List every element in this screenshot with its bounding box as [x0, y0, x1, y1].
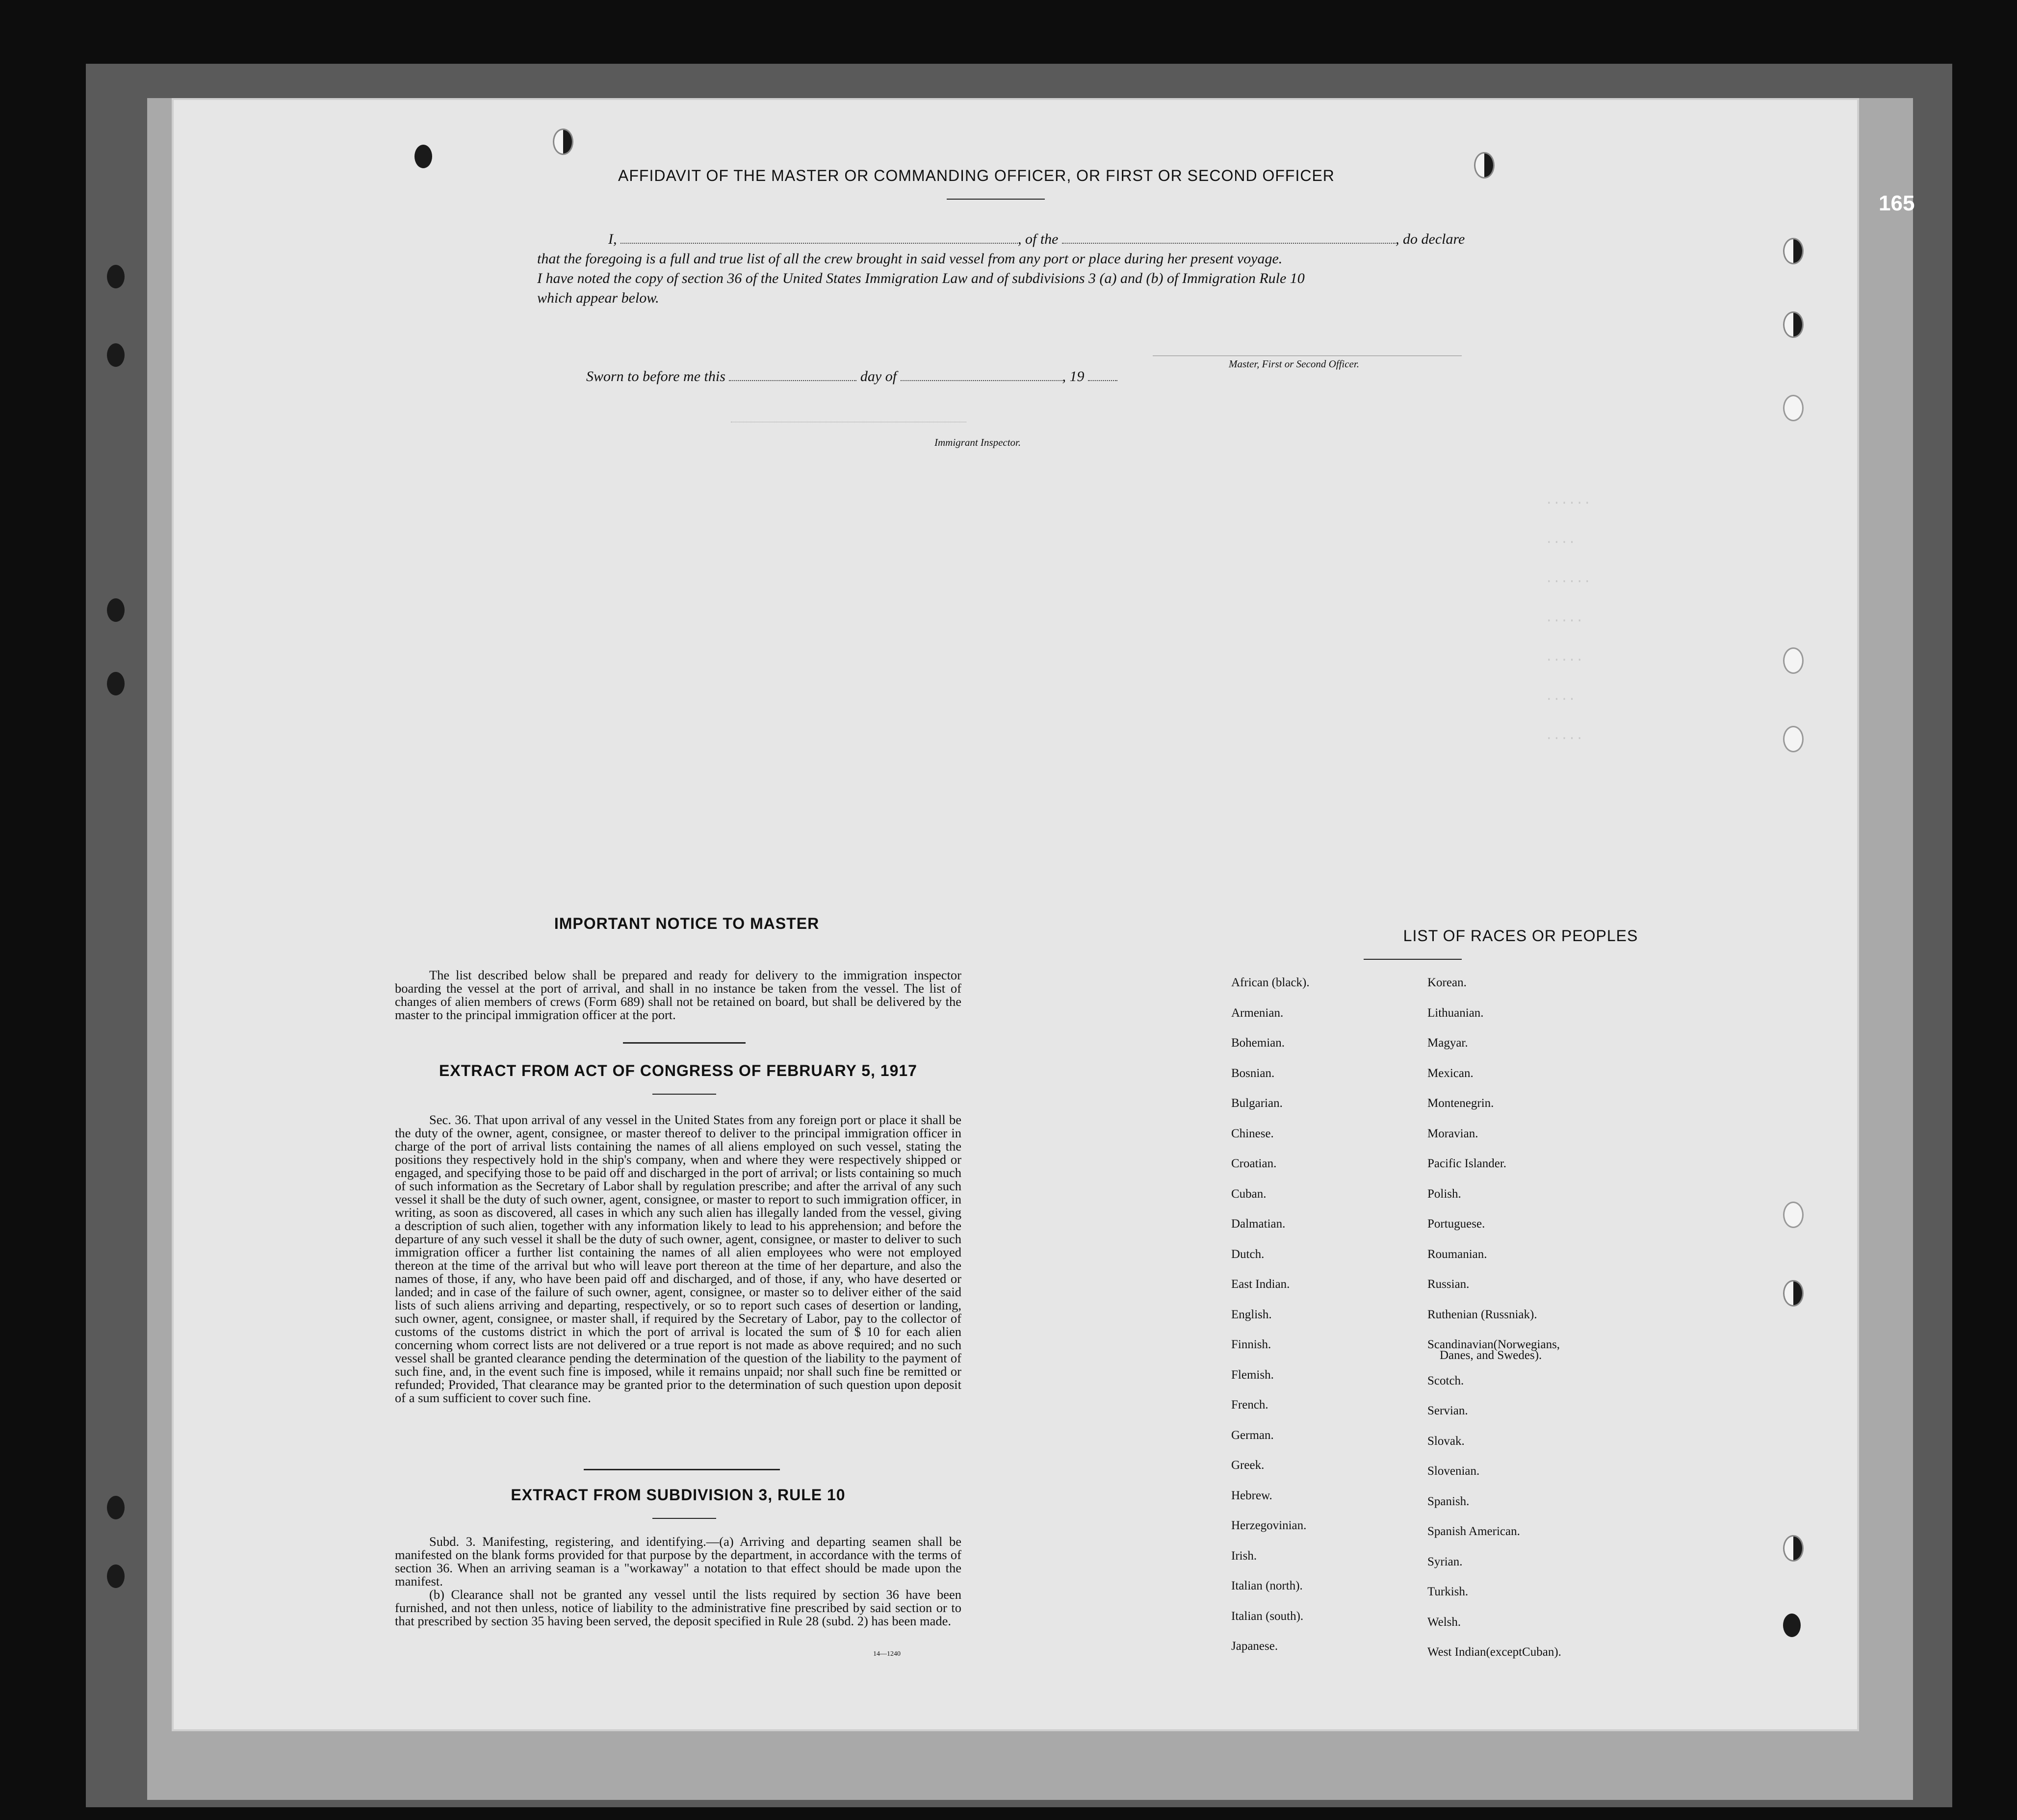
punch-hole-icon — [1783, 395, 1804, 421]
rule-subd-a: Subd. 3. Manifesting, registering, and identifying.—(a) Arriving and departing seamen shall be manifested on the blank forms provided for that purpose by the department, in accordance with the terms of section 36. When an arriving seaman is a "workaway" a notation to that effect should be made upon the manifest. — [395, 1534, 961, 1589]
sworn-year-prefix: , 19 — [1062, 368, 1085, 385]
races-title: LIST OF RACES OR PEOPLES — [1403, 927, 1638, 945]
race-item: Servian. — [1427, 1404, 1468, 1417]
race-item: Lithuanian. — [1427, 1006, 1484, 1020]
race-item: German. — [1231, 1428, 1274, 1442]
punch-hole-icon — [1783, 647, 1804, 674]
race-item: Mexican. — [1427, 1066, 1474, 1080]
punch-hole-icon — [1783, 726, 1804, 752]
act-rule — [584, 1469, 780, 1470]
race-item: Flemish. — [1231, 1368, 1274, 1382]
form-number: 14—1240 — [873, 1650, 901, 1658]
affidavit-declare: , do declare — [1396, 231, 1465, 247]
affidavit-line-4: which appear below. — [537, 290, 659, 306]
race-item: Finnish. — [1231, 1338, 1271, 1351]
races-title-rule — [1364, 959, 1462, 960]
rule-text — [395, 1535, 961, 1628]
inspector-signature-caption: Immigrant Inspector. — [934, 436, 1021, 448]
sworn-line — [586, 367, 1224, 386]
race-item: Armenian. — [1231, 1006, 1284, 1020]
rule-subd-b: (b) Clearance shall not be granted any vessel until the lists required by section 36 have been furnished, and not then unless, notice of liability to the administrative fine prescribed by said section or to that prescribed by section 35 having been served, the deposit specified in Rule 28 (subd. 2) has been made. — [395, 1587, 961, 1628]
race-item: Scotch. — [1427, 1374, 1464, 1387]
race-item: Syrian. — [1427, 1555, 1463, 1568]
race-item: Welsh. — [1427, 1615, 1461, 1629]
affidavit-title: AFFIDAVIT OF THE MASTER OR COMMANDING OFFICER, OR FIRST OR SECOND OFFICER — [618, 167, 1335, 184]
affidavit-i: I, — [608, 231, 617, 247]
binder-hole-icon — [107, 265, 125, 288]
binder-hole-icon — [107, 343, 125, 367]
race-item: Moravian. — [1427, 1127, 1478, 1140]
race-item: Roumanian. — [1427, 1247, 1487, 1261]
notice-paragraph: The list described below shall be prepared and ready for delivery to the immigration inspector boarding the vessel at the port of arrival, and shall in no instance be taken from the vessel. The list of changes of alien members of crews (Form 689) shall not be retained on board, but shall be delivered by the master to the principal immigration officer at the port. — [395, 968, 961, 1022]
race-item: Polish. — [1427, 1187, 1461, 1201]
punch-hole-icon — [553, 128, 573, 155]
binder-hole-icon — [107, 672, 125, 695]
right-page-number-stamp: 165 — [1879, 191, 1915, 215]
sworn-year-blank — [1088, 380, 1117, 381]
master-name-blank — [621, 243, 1018, 244]
race-item: Irish. — [1231, 1549, 1257, 1563]
race-item: Bulgarian. — [1231, 1097, 1283, 1110]
affidavit-of-the: , of the — [1018, 231, 1059, 247]
race-item: Japanese. — [1231, 1640, 1278, 1653]
race-item: African (black). — [1231, 976, 1310, 989]
punch-hole-icon — [1783, 238, 1804, 264]
act-title-rule — [652, 1094, 716, 1095]
race-item: Turkish. — [1427, 1585, 1469, 1598]
race-item: West Indian(exceptCuban). — [1427, 1645, 1561, 1659]
affidavit-line-2: that the foregoing is a full and true list of all the crew brought in said vessel from any port or place during her present voyage. — [537, 251, 1283, 267]
notice-text — [395, 969, 961, 1022]
punch-hole-icon — [1783, 1535, 1804, 1562]
notice-rule — [623, 1042, 746, 1044]
race-item: Magyar. — [1427, 1036, 1468, 1050]
binder-hole-icon — [107, 1564, 125, 1588]
race-item: Greek. — [1231, 1459, 1265, 1472]
sworn-day-blank — [729, 380, 856, 381]
race-item: Bosnian. — [1231, 1066, 1275, 1080]
affidavit-line-3: I have noted the copy of section 36 of the United States Immigration Law and of subdivisions 3 (a) and (b) of Immigration Rule 10 — [537, 270, 1305, 286]
race-item: Italian (north). — [1231, 1579, 1303, 1592]
act-section-36: Sec. 36. That upon arrival of any vessel in the United States from any foreign port or place it shall be the duty of the owner, agent, consignee, or master thereof to deliver to the principal immigration officer in charge of the port of arrival lists containing the names of all aliens employed on such vessel, stating the positions they respectively hold in the ship's company, when and where they were respectively shipped or engaged, and specifying those to be paid off and discharged in the port of arrival; or lists containing so much of such information as the Secretary of Labor shall by regulation prescribe; and after the arrival of any such vessel it shall be the duty of such owner, agent, consignee, or master to report to such immigration officer, in writing, as soon as discovered, all cases in which any such alien has illegally landed from the vessel, giving a description of such alien, together with any information likely to lead to his apprehension; and before the departure of any such vessel it shall be the duty of such owner, agent, consignee, or master to deliver to such immigration officer a further list containing the names of all alien employees who were not employed thereon at the time of the arrival but who will leave port thereon at the time of her departure, and also the names of those, if any, who have been paid off and discharged, and of those, if any, who have deserted or landed; and in case of the failure of such owner, agent, consignee, or master so to deliver either of the said lists of such aliens arriving and departing, respectively, or so to report such cases of desertion or landing, such owner, agent, consignee, or master shall, if required by the Secretary of Labor, pay to the collector of customs of the customs district in which the port of arrival is located the sum of $ 10 for each alien concerning whom correct lists are not delivered or a true report is not made as above required; and no such vessel shall be granted clearance pending the determination of the question of the liability to the payment of such fine, and, in the event such fine is imposed, while it remains unpaid; nor shall such fine be remitted or refunded; Provided, That clearance may be granted prior to the determination of such question upon deposit of a sum sufficient to cover such fine. — [395, 1112, 961, 1405]
race-item: Pacific Islander. — [1427, 1157, 1507, 1170]
race-item: Bohemian. — [1231, 1036, 1285, 1050]
act-text — [395, 1113, 961, 1405]
race-item: Croatian. — [1231, 1157, 1277, 1170]
race-item: Portuguese. — [1427, 1217, 1485, 1230]
punch-hole-icon — [1783, 311, 1804, 338]
race-item: Montenegrin. — [1427, 1097, 1494, 1110]
affidavit-title-rule — [947, 199, 1045, 200]
race-item: English. — [1231, 1307, 1272, 1321]
rule-title: EXTRACT FROM SUBDIVISION 3, RULE 10 — [511, 1486, 846, 1504]
race-item: Ruthenian (Russniak). — [1427, 1307, 1537, 1321]
punch-hole-icon — [1783, 1614, 1801, 1637]
binder-hole-icon — [107, 1496, 125, 1519]
rule-title-rule — [652, 1518, 716, 1519]
race-item: Russian. — [1427, 1278, 1470, 1291]
race-item: Slovenian. — [1427, 1464, 1480, 1478]
race-item: Scandinavian(Norwegians, — [1427, 1338, 1560, 1351]
punch-hole-icon — [414, 145, 432, 168]
race-item: French. — [1231, 1398, 1268, 1411]
race-item: Korean. — [1427, 976, 1467, 989]
notice-title: IMPORTANT NOTICE TO MASTER — [554, 915, 820, 932]
race-item: Italian (south). — [1231, 1609, 1304, 1623]
punch-hole-icon — [1783, 1202, 1804, 1228]
affidavit-declaration-line — [586, 230, 1646, 249]
punch-hole-icon — [1783, 1280, 1804, 1307]
binder-hole-icon — [107, 598, 125, 622]
sworn-month-blank — [901, 380, 1062, 381]
race-item: Dalmatian. — [1231, 1217, 1286, 1230]
race-item: Herzegovinian. — [1231, 1519, 1307, 1532]
master-signature-caption: Master, First or Second Officer. — [1229, 358, 1359, 370]
race-item: Dutch. — [1231, 1247, 1265, 1261]
manifest-form-page — [172, 98, 1859, 1731]
sworn-day-of: day of — [860, 368, 897, 385]
act-title: EXTRACT FROM ACT OF CONGRESS OF FEBRUARY 5, 1917 — [439, 1062, 917, 1079]
sworn-text: Sworn to before me this — [586, 368, 725, 385]
race-item: Slovak. — [1427, 1434, 1465, 1448]
race-item: East Indian. — [1231, 1278, 1290, 1291]
race-item: Spanish. — [1427, 1494, 1470, 1508]
vessel-name-blank — [1062, 243, 1396, 244]
bleed-through-text: ...... .... ...... ..... ..... .... ..... — [1545, 493, 1591, 743]
race-item: Hebrew. — [1231, 1488, 1272, 1502]
race-item: Spanish American. — [1427, 1525, 1520, 1538]
race-item: Chinese. — [1231, 1127, 1274, 1140]
race-item: Cuban. — [1231, 1187, 1267, 1201]
race-item-continuation: Danes, and Swedes). — [1440, 1349, 1542, 1362]
